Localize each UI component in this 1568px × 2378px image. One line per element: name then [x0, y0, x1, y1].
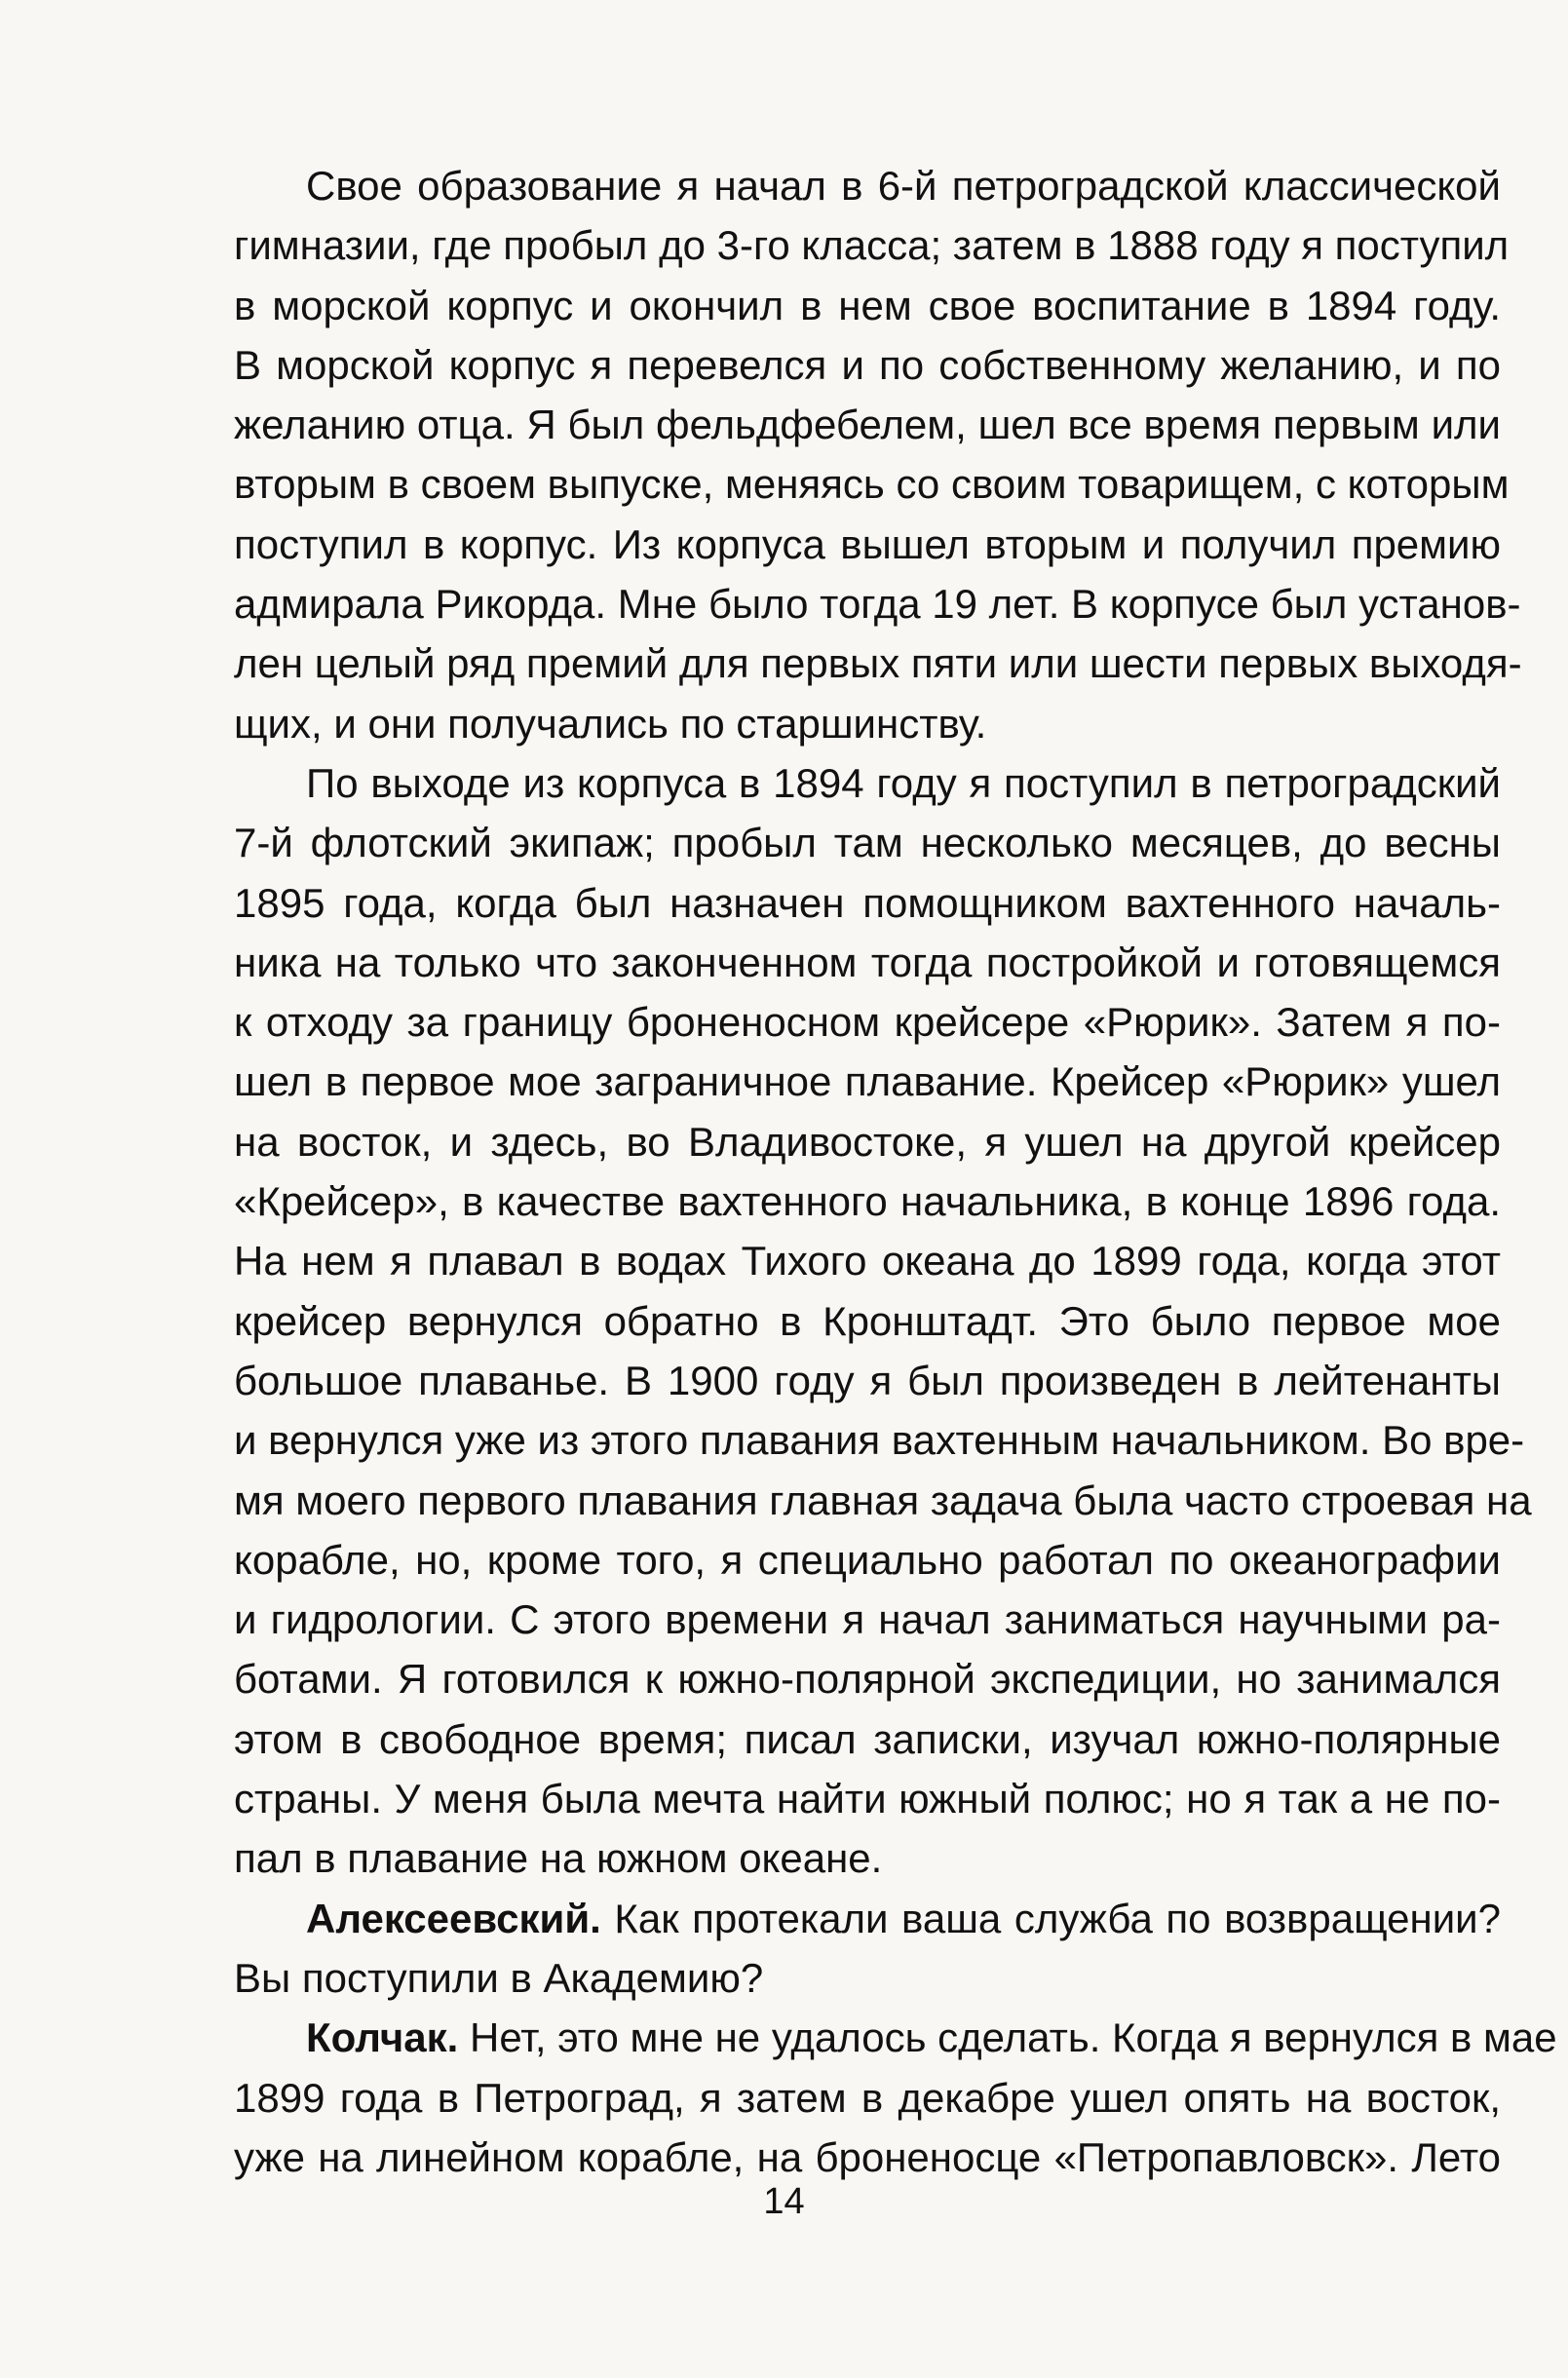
- text-line: к отходу за границу броненосном крейсере «Рюрик». Затем я по-: [234, 999, 1501, 1046]
- text-line: ника на только что законченном тогда постройкой и готовящемся: [234, 939, 1501, 985]
- paragraph-4: [234, 2008, 1557, 2187]
- text-line: мя моего первого плавания главная задача была часто строевая на: [234, 1477, 1532, 1523]
- text-line: вторым в своем выпуске, меняясь со своим товарищем, с которым: [234, 461, 1510, 508]
- text-line: Вы поступили в Академию?: [234, 1954, 764, 2001]
- text-line: ботами. Я готовился к южно-полярной экспедиции, но занимался: [234, 1656, 1501, 1703]
- text-line: желанию отца. Я был фельдфебелем, шел все время первым или: [234, 402, 1501, 448]
- text-line: [234, 2008, 1557, 2067]
- text-line: большое плаванье. В 1900 году я был произведен в лейтенанты: [234, 1357, 1501, 1403]
- text-line: «Крейсер», в качестве вахтенного начальника, в конце 1896 года.: [234, 1178, 1501, 1225]
- text-line: лен целый ряд премий для первых пяти или шести первых выходя-: [234, 640, 1522, 687]
- text-line: гимназии, где пробыл до 3-го класса; затем в 1888 году я поступил: [234, 222, 1510, 269]
- paragraph-3: [234, 1889, 1501, 2009]
- text-line: на восток, и здесь, во Владивостоке, я ушел на другой крейсер: [234, 1118, 1501, 1165]
- speaker-name: Колчак.: [306, 2014, 459, 2061]
- text-line: шел в первое мое заграничное плавание. Крейсер «Рюрик» ушел: [234, 1058, 1501, 1105]
- text-line: 1895 года, когда был назначен помощником вахтенного началь-: [234, 879, 1501, 926]
- text-line: 1899 года в Петроград, я затем в декабре ушел опять на восток,: [234, 2074, 1501, 2121]
- text-line: пал в плавание на южном океане.: [234, 1835, 883, 1882]
- text-line: поступил в корпус. Из корпуса вышел вторым и получил премию: [234, 520, 1501, 567]
- text-line: В морской корпус я перевелся и по собственному желанию, и по: [234, 341, 1501, 388]
- text-line: этом в свободное время; писал записки, изучал южно-полярные: [234, 1715, 1501, 1762]
- text-line: и гидрологии. С этого времени я начал заниматься научными ра-: [234, 1596, 1501, 1643]
- paragraph-1: [234, 156, 1522, 753]
- text-line: корабле, но, кроме того, я специально работал по океанографии: [234, 1536, 1501, 1583]
- line-text: Как протекали ваша служба по возвращении?: [600, 1895, 1501, 1941]
- text-line: уже на линейном корабле, на броненосце «Петропавловск». Лето: [234, 2133, 1501, 2180]
- page-number: 14: [763, 2181, 805, 2222]
- body-text: [234, 156, 1557, 2187]
- text-line: страны. У меня была мечта найти южный полюс; но я так а не по-: [234, 1776, 1501, 1822]
- text-line: На нем я плавал в водах Тихого океана до 1899 года, когда этот: [234, 1238, 1501, 1285]
- text-line: и вернулся уже из этого плавания вахтенным начальником. Во вре-: [234, 1417, 1525, 1464]
- paragraph-2: [234, 753, 1532, 1889]
- text-line: 7-й флотский экипаж; пробыл там несколько месяцев, до весны: [234, 820, 1501, 866]
- text-line: адмирала Рикорда. Мне было тогда 19 лет. В корпусе был установ-: [234, 581, 1521, 628]
- text-line: щих, и они получались по старшинству.: [234, 700, 987, 747]
- speaker-name: Алексеевский.: [306, 1895, 601, 1941]
- text-line: Свое образование я начал в 6-й петроградской классической: [306, 163, 1501, 209]
- line-text: Нет, это мне не удалось сделать. Когда я вернулся в мае: [458, 2014, 1557, 2061]
- text-line: в морской корпус и окончил в нем свое воспитание в 1894 году.: [234, 282, 1501, 328]
- text-line: По выходе из корпуса в 1894 году я поступил в петроградский: [306, 759, 1501, 806]
- text-line: крейсер вернулся обратно в Кронштадт. Это было первое мое: [234, 1297, 1501, 1344]
- text-line: [234, 1889, 1501, 1948]
